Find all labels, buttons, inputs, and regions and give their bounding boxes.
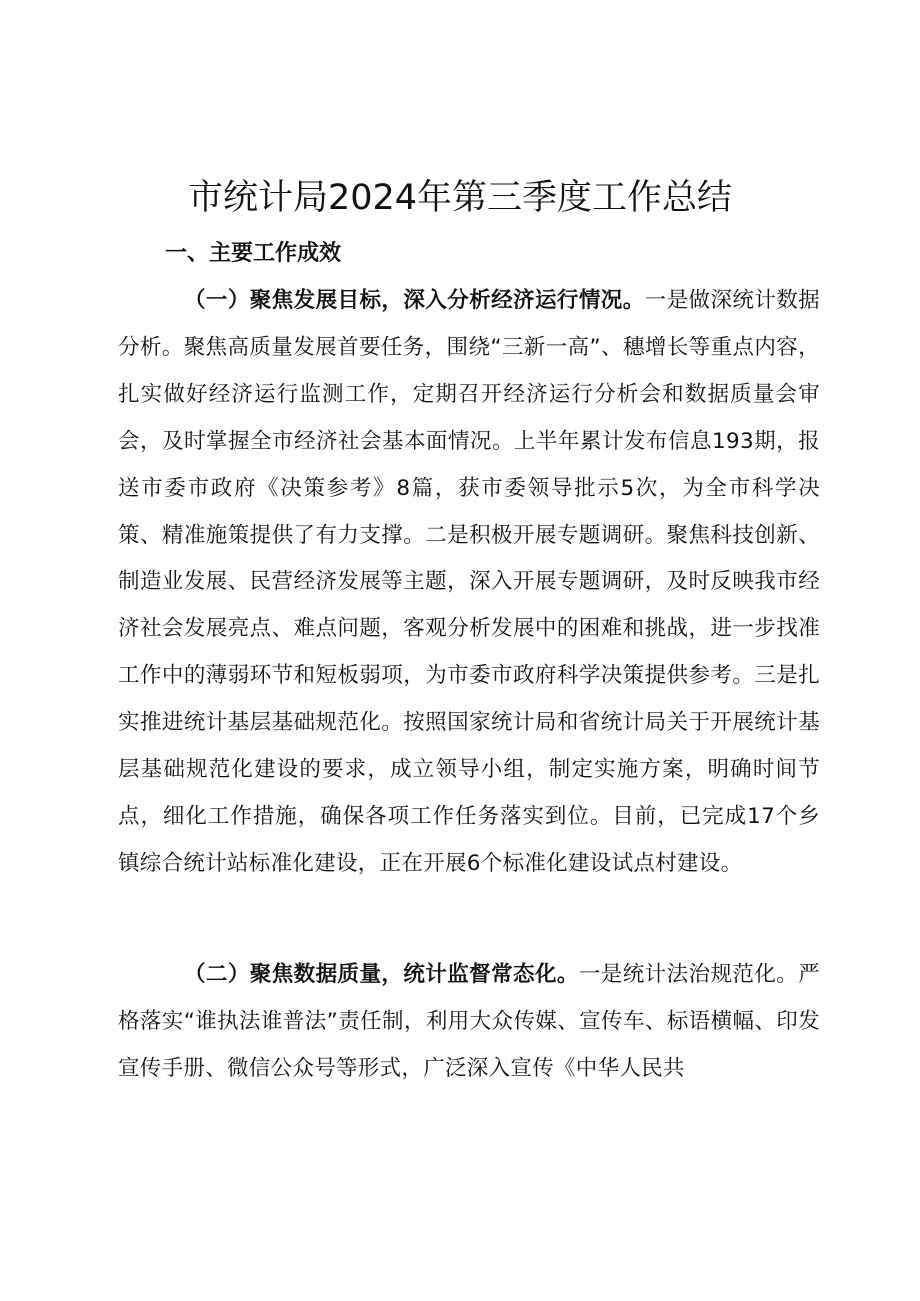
paragraph-1-lead: （一）聚焦发展目标，深入分析经济运行情况。 [184, 288, 645, 313]
paragraph-2 [118, 952, 820, 1093]
section-heading: 一、主要工作成效 [165, 241, 342, 266]
document-title: 市统计局2024年第三季度工作总结 [187, 178, 733, 218]
paragraph-1 [118, 278, 820, 888]
paragraph-2-lead: （二）聚焦数据质量，统计监督常态化。 [184, 962, 579, 987]
paragraph-2-body: 一是统计法治规范化。严格落实“谁执法谁普法”责任制，利用大众传媒、宣传车、标语横幅、印发宣传手册、微信公众号等形式，广泛深入宣传《中华人民共 [118, 962, 820, 1081]
paragraph-1-body: 一是做深统计数据分析。聚焦高质量发展首要任务，围绕“三新一高”、穗增长等重点内容，扎实做好经济运行监测工作，定期召开经济运行分析会和数据质量会审会，及时掌握全市经济社会基本面情况。上半年累计发布信息193期，报送市委市政府《决策参考》8篇，获市委领导批示5次，为全市科学决策、精准施策提供了有力支撑。二是积极开展专题调研。聚焦科技创新、制造业发展、民营经济发展等主题，深入开展专题调研，及时反映我市经济社会发展亮点、难点问题，客观分析发展中的困难和挑战，进一步找准工作中的薄弱环节和短板弱项，为市委市政府科学决策提供参考。三是扎实推进统计基层基础规范化。按照国家统计局和省统计局关于开展统计基层基础规范化建设的要求，成立领导小组，制定实施方案，明确时间节点，细化工作措施，确保各项工作任务落实到位。目前，已完成17个乡镇综合统计站标准化建设，正在开展6个标准化建设试点村建设。 [118, 288, 820, 876]
